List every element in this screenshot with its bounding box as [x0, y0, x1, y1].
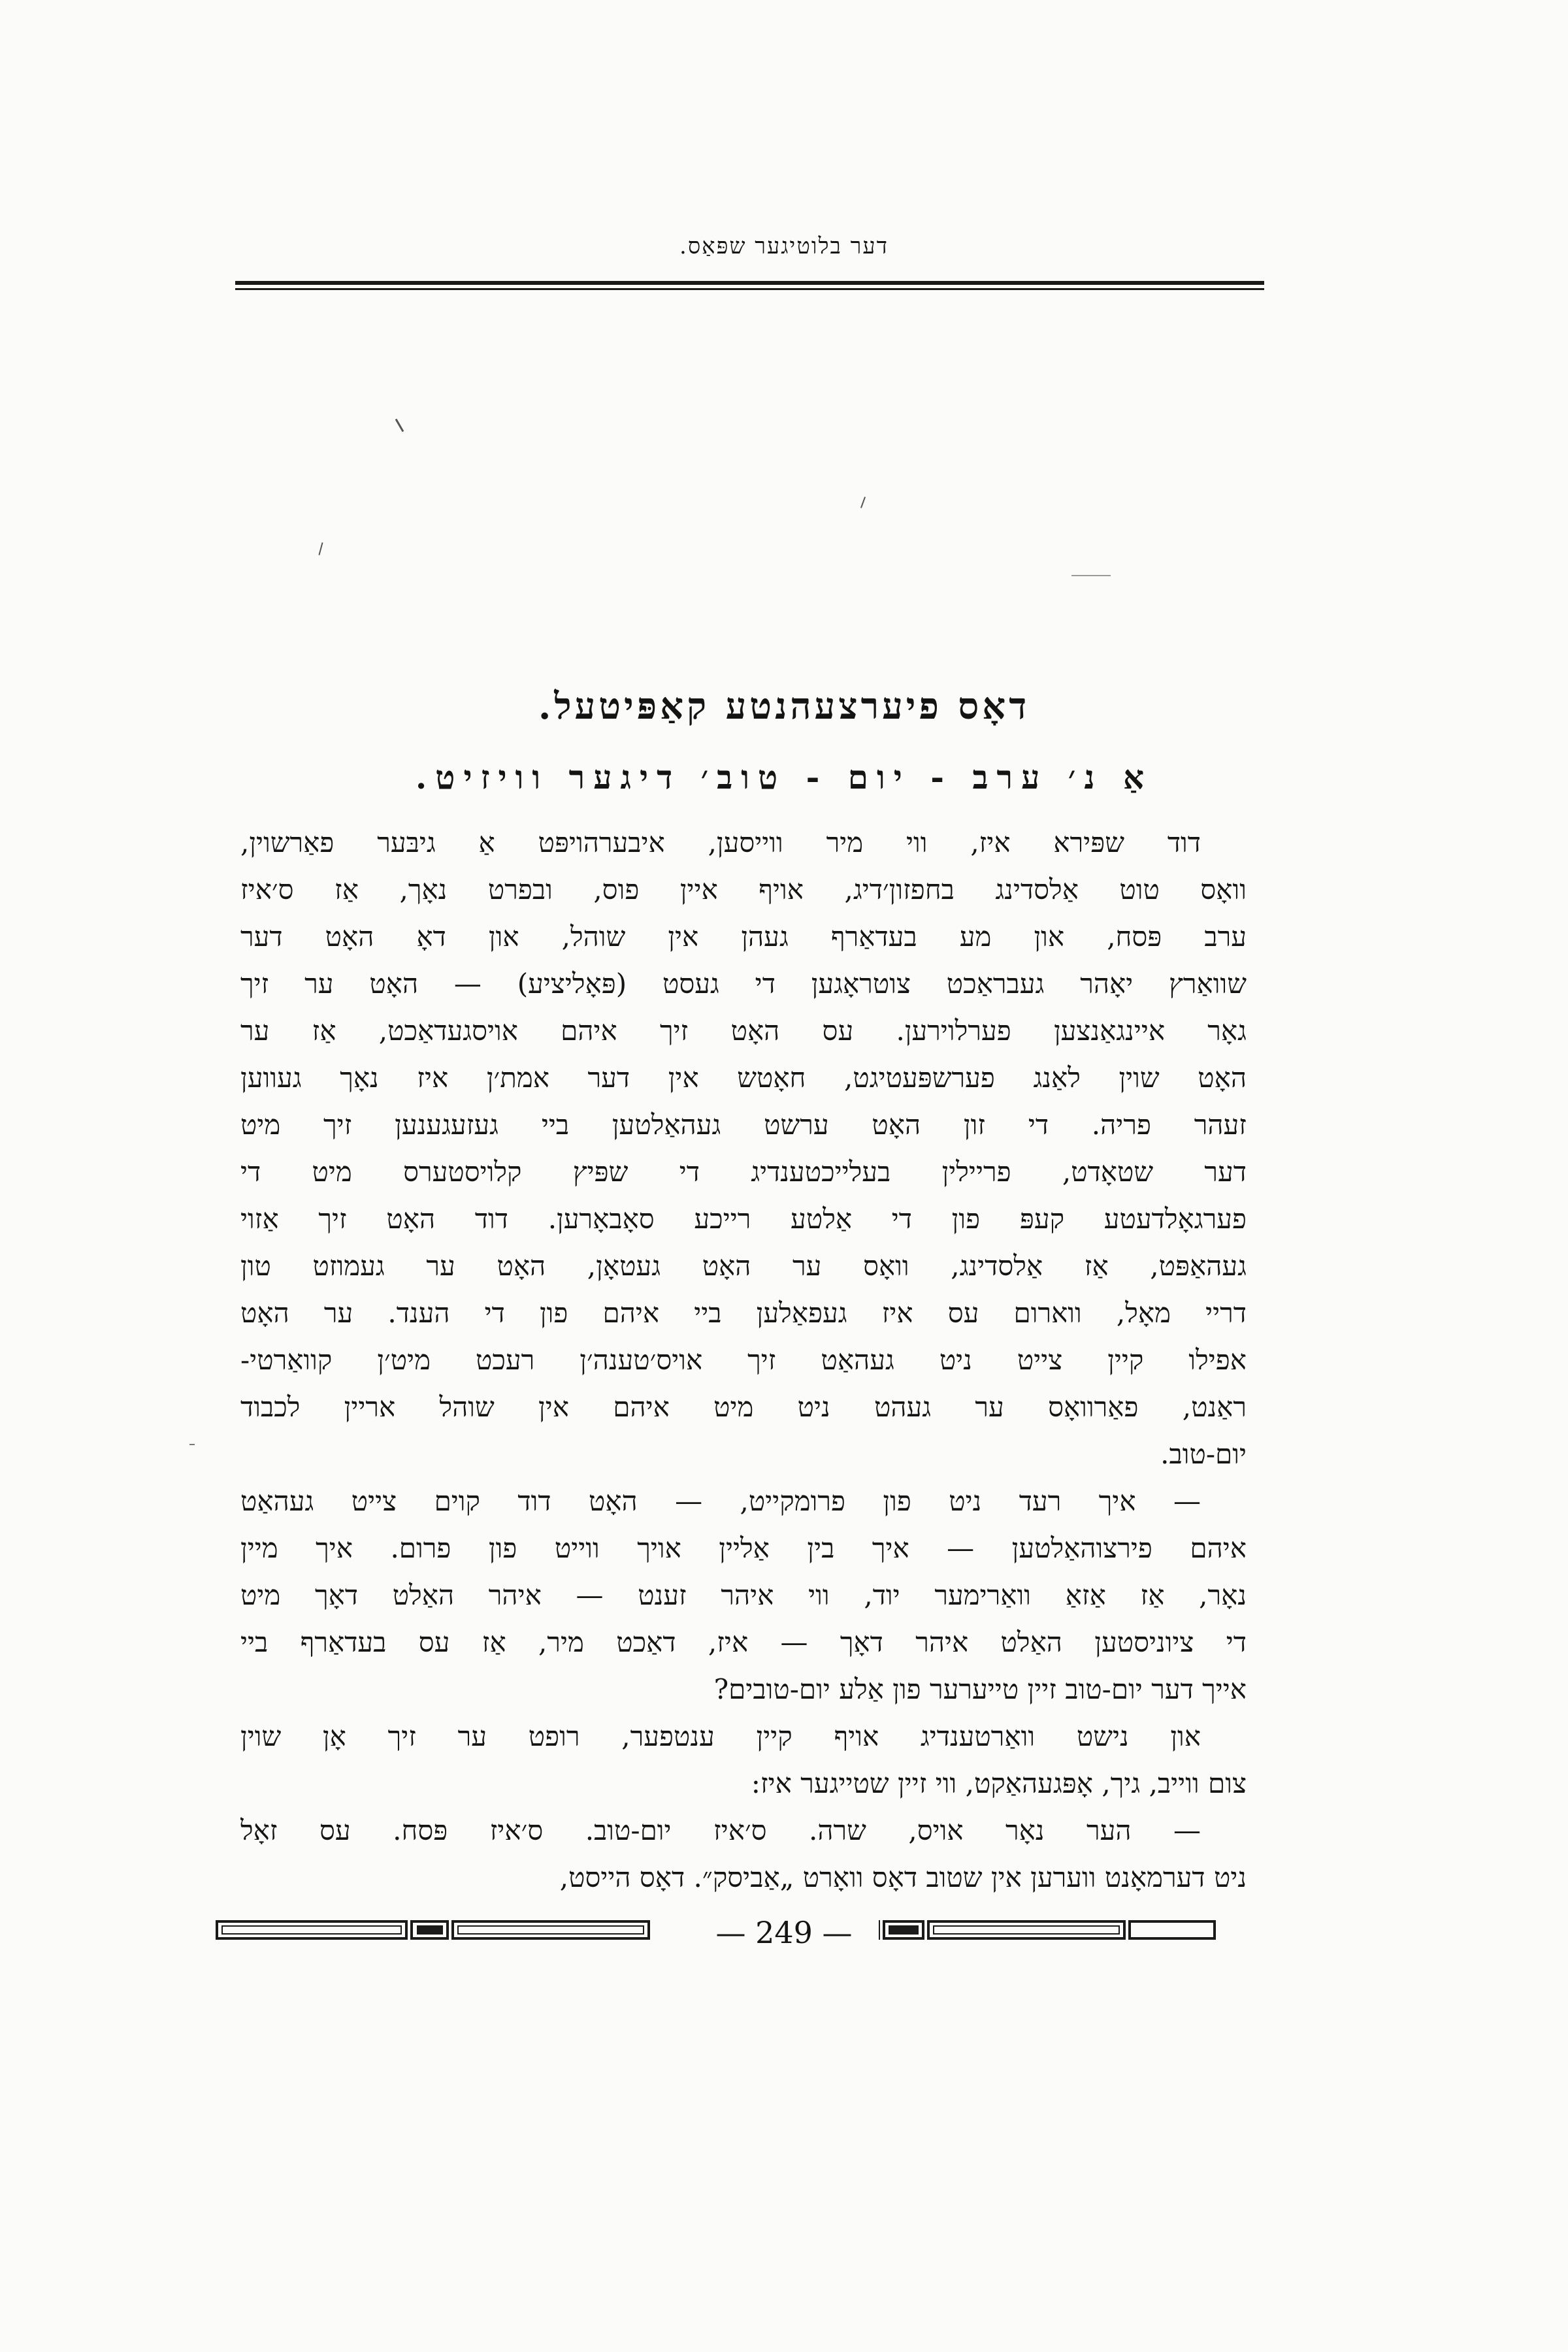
text-line: צום ווייב, גיך, אָפּגעהאַקט, ווי זיין שטייגער איז:: [751, 1767, 1247, 1799]
text-line: האָט שוין לאַנג פערשפּעטיגט, חאָטש אין דער אמת׳ן איז נאָך געווען: [240, 1062, 1247, 1094]
header-rule-top: [235, 281, 1264, 285]
scan-speck: [1071, 575, 1111, 576]
running-head: דער בלוטיגער שפּאַס.: [679, 233, 889, 259]
text-line: — הער נאָר אויס, שרה. ס׳איז יום-טוב. ס׳איז פּסח. עס זאָל: [240, 1814, 1201, 1846]
scan-speck: [189, 1444, 195, 1445]
header-rule-bottom: [235, 288, 1264, 290]
text-line: ראַנט, פאַרוואָס ער געהט ניט מיט איהם אין שוהל אריין לכבוד: [240, 1391, 1247, 1423]
scan-speck: [318, 542, 323, 555]
text-line: געהאַפּט, אַז אַלסדינג, וואָס ער האָט געטאָן, האָט ער געמוזט טון: [240, 1250, 1247, 1282]
text-line: אייך דער יום-טוב זיין טייערער פון אַלע יום-טובים?: [713, 1673, 1247, 1705]
text-line: נאָר, אַז אַזאַ וואַרימער יוד, ווי איהר זענט — איהר האַלט דאָך מיט: [240, 1579, 1247, 1611]
text-line: דוד שפּירא איז, ווי מיר ווייסען, איבערהויפּט אַ גיבּער פאַרשוין,: [240, 826, 1201, 858]
text-line: איהם פירצוהאַלטען — איך בין אַליין אויך ווייט פון פרום. איך מיין: [240, 1532, 1247, 1564]
text-line: וואָס טוט אַלסדינג בחפזון׳דיג, אויף איין פוס, ובפרט נאָך, אַז ס׳איז: [240, 874, 1247, 906]
text-line: — איך רעד ניט פון פרומקייט, — האָט דוד קוים צייט געהאַט: [240, 1485, 1201, 1517]
text-line: די ציוניסטען האַלט איהר דאָך — איז, דאַכט מיר, אַז עס בעדאַרף ביי: [240, 1626, 1247, 1658]
text-line: גאָר איינגאַנצען פערלוירען. עס האָט זיך איהם אויסגעדאַכט, אַז ער: [240, 1015, 1247, 1047]
text-line: יום-טוב.: [1160, 1438, 1247, 1470]
scan-speck: [395, 419, 404, 433]
text-line: ערב פּסח, און מע בעדאַרף געהן אין שוהל, און דאָ האָט דער: [240, 921, 1247, 953]
text-line: שוואַרץ יאָהר געבראַכט צוטראָגען די געסט (פּאָליציע) — האָט ער זיך: [240, 968, 1247, 1000]
text-line: אפילו קיין צייט ניט געהאַט זיך אויס׳טענה׳ן רעכט מיט׳ן קוואַרטי-: [240, 1344, 1247, 1376]
text-line: ניט דערמאָנט ווערען אין שטוב דאָס וואָרט „אַביסק״. דאָס הייסט,: [559, 1861, 1247, 1893]
page-number: [0, 1914, 1568, 1951]
chapter-subtitle: אַ נ׳ ערב - יום - טוב׳ דיגער וויזיט.: [415, 758, 1153, 796]
text-line: און נישט וואַרטענדיג אויף קיין ענטפער, רופט ער זיך אָן שוין: [240, 1720, 1201, 1752]
text-line: זעהר פריה. די זון האָט ערשט געהאַלטען ביי געזעגענען זיך מיט: [240, 1109, 1247, 1141]
page-number-text: — 249 —: [689, 1915, 878, 1950]
text-line: פערגאָלדעטע קעפּ פון די אַלטע רייכע סאָבאָרען. דוד האָט זיך אַזוי: [240, 1203, 1247, 1235]
scan-speck: [860, 497, 866, 508]
chapter-title: דאָס פיערצעהנטע קאַפּיטעל.: [538, 685, 1030, 728]
text-line: דריי מאָל, ווארום עס איז געפאַלען ביי איהם פון די הענד. ער האָט: [240, 1297, 1247, 1329]
text-line: דער שטאָדט, פריילין בעלייכטענדיג די שפּיץ קלויסטערס מיט די: [240, 1156, 1247, 1188]
